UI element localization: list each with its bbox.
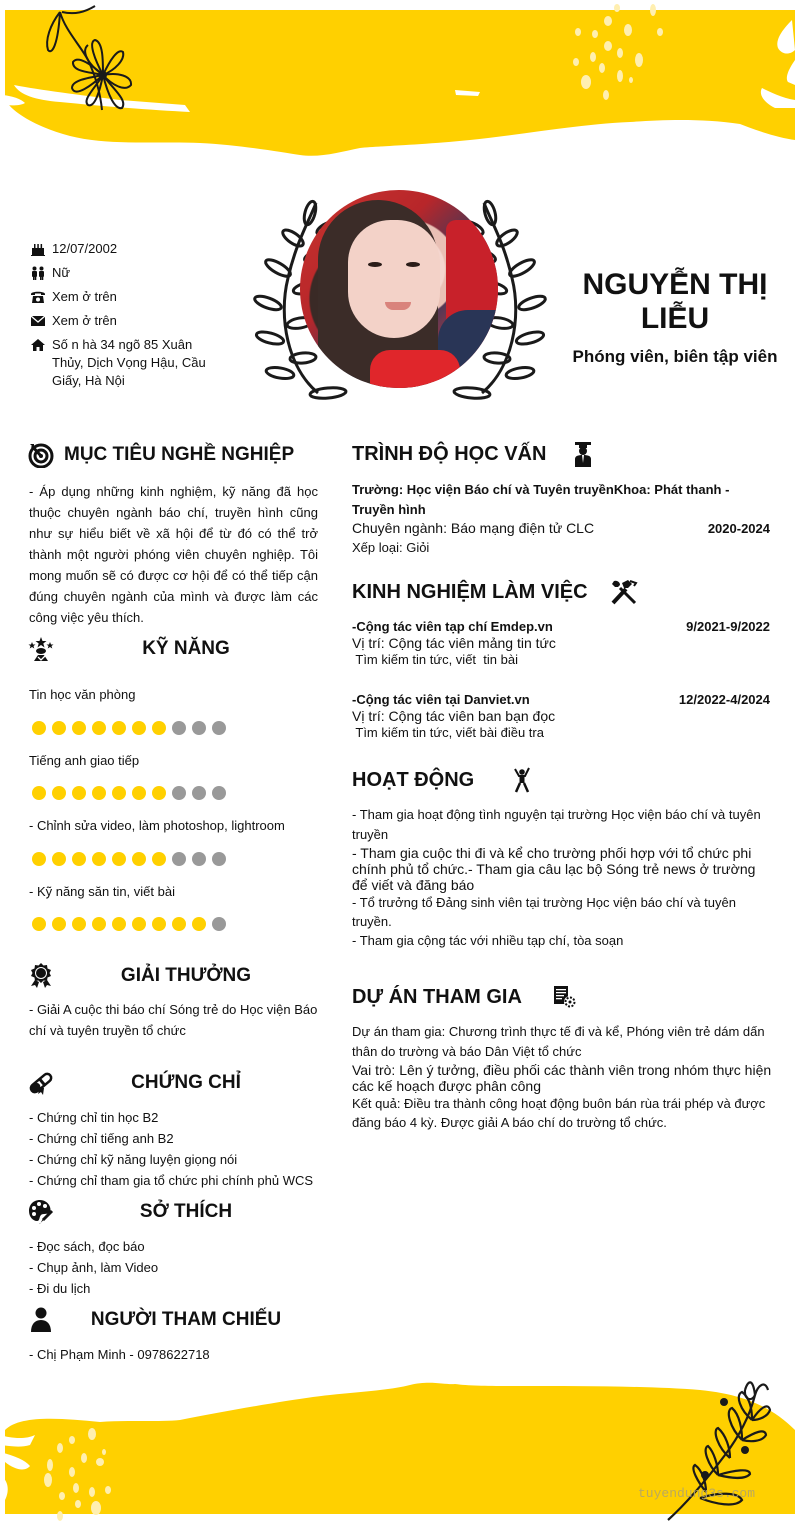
rating-dot-filled (112, 852, 126, 866)
experience-item (352, 692, 772, 741)
rating-dot-filled (32, 786, 46, 800)
section-heading-hobbies (28, 1199, 318, 1225)
avatar-lips (385, 302, 411, 310)
rating-dot-filled (172, 917, 186, 931)
skill-label: - Kỹ năng săn tin, viết bài (29, 884, 175, 899)
education-block (352, 480, 772, 559)
activity-item: - Tham gia cuộc thi đi và kể cho trường phối hợp với tổ chức phi chính phủ tổ chức.- Tham gia câu lạc bộ Sóng trẻ news ở trường để viết và đăng báo (352, 845, 756, 893)
activity-item: - Tham gia cộng tác với nhiều tạp chí, tòa soạn (352, 933, 624, 948)
rating-dot-empty (192, 786, 206, 800)
awards-text: - Giải A cuộc thi báo chí Sóng trẻ do Học viện Báo chí và tuyên truyền tổ chức (29, 1002, 318, 1038)
rating-dot-filled (132, 917, 146, 931)
contact-phone (30, 288, 220, 306)
candidate-name: NGUYỄN THỊ LIỄU (582, 268, 768, 335)
experience-position: Vị trí: Cộng tác viên ban bạn đọc (352, 708, 556, 724)
section-heading-skills (28, 636, 318, 662)
diploma-icon (28, 1070, 54, 1096)
watermark: tuyendung3s.com (638, 1486, 756, 1501)
rating-dot-filled (92, 917, 106, 931)
top-yellow-blob (5, 10, 795, 156)
rating-dot-filled (152, 786, 166, 800)
certificate-item: - Chứng chỉ tham gia tổ chức phi chính phủ WCS (29, 1173, 314, 1188)
rating-dot-filled (92, 721, 106, 735)
section-title: MỤC TIÊU NGHỀ NGHIỆP (64, 444, 295, 465)
rating-dot-empty (172, 721, 186, 735)
experience-period: 9/2021-9/2022 (686, 619, 770, 634)
rating-dot-filled (132, 786, 146, 800)
graduate-icon (572, 440, 594, 468)
tools-icon (610, 578, 638, 606)
rating-dot-filled (72, 917, 86, 931)
section-title: HOẠT ĐỘNG (352, 768, 475, 791)
skill-rating (32, 721, 232, 735)
section-heading-certificates (28, 1070, 318, 1096)
rating-dot-empty (192, 852, 206, 866)
hobby-item: - Đi du lịch (29, 1281, 91, 1296)
education-period: 2020-2024 (707, 521, 770, 536)
activity-item: - Tham gia hoạt động tình nguyện tại trường Học viện báo chí và tuyên truyền (352, 807, 761, 842)
skill-rating (32, 852, 232, 866)
hobby-item: - Đọc sách, đọc báo (29, 1239, 145, 1254)
contact-text: Nữ (52, 265, 71, 280)
hobby-item: - Chụp ảnh, làm Video (29, 1260, 159, 1275)
skill-rating (32, 786, 232, 800)
rating-dot-empty (212, 786, 226, 800)
rating-dot-filled (52, 852, 66, 866)
project-settings-icon (552, 984, 578, 1010)
hobbies-list (29, 1236, 318, 1299)
section-heading-awards (28, 962, 318, 990)
experience-org: -Cộng tác viên tại Danviet.vn (352, 692, 530, 707)
rating-dot-empty (212, 917, 226, 931)
section-title: CHỨNG CHỈ (131, 1072, 241, 1093)
activities-list (352, 805, 772, 950)
section-heading-activities (352, 766, 532, 794)
project-name: Dự án tham gia: Chương trình thực tế đi và kể, Phóng viên trẻ dám dấn thân do trường và báo Dân Việt tổ chức (352, 1024, 765, 1059)
rating-dot-empty (212, 721, 226, 735)
rating-dot-filled (32, 721, 46, 735)
skill-label: - Chỉnh sửa video, làm photoshop, lightroom (29, 818, 285, 833)
email-icon (30, 313, 46, 329)
rating-dot-empty (172, 786, 186, 800)
person-icon (28, 1306, 54, 1334)
award-medal-icon (28, 962, 54, 990)
section-title: DỰ ÁN THAM GIA (352, 985, 522, 1008)
contact-info (30, 240, 220, 396)
top-decorative-band (0, 0, 800, 165)
rating-dot-filled (112, 786, 126, 800)
education-grade: Xếp loại: Giỏi (352, 540, 430, 555)
certificates-list (29, 1107, 318, 1191)
rating-dot-filled (152, 721, 166, 735)
section-heading-education (352, 440, 594, 468)
rating-dot-filled (192, 917, 206, 931)
avatar-face (348, 220, 440, 338)
contact-birthday (30, 240, 220, 258)
references-list (29, 1344, 318, 1365)
section-title: GIẢI THƯỞNG (120, 965, 252, 986)
education-school: Trường: Học viện Báo chí và Tuyên truyềnKhoa: Phát thanh - Truyền hình (352, 482, 730, 517)
experience-desc: Tìm kiếm tin tức, viết tin bài (352, 652, 518, 667)
avatar (300, 190, 498, 388)
contact-gender (30, 264, 220, 282)
certificate-item: - Chứng chỉ kỹ năng luyện giọng nói (29, 1152, 238, 1167)
palette-icon (28, 1199, 54, 1225)
projects-block (352, 1022, 772, 1132)
activity-person-icon (512, 766, 532, 794)
skill-label: Tin học văn phòng (29, 687, 136, 702)
section-title: KỸ NĂNG (142, 638, 230, 659)
rating-dot-filled (132, 721, 146, 735)
avatar-shirt (370, 350, 460, 388)
rating-dot-filled (92, 852, 106, 866)
experience-org: -Cộng tác viên tạp chí Emdep.vn (352, 619, 553, 634)
phone-icon (30, 289, 46, 305)
avatar-laurel-frame (248, 188, 552, 406)
section-heading-objective (28, 442, 294, 468)
candidate-role: Phóng viên, biên tập viên (572, 347, 778, 366)
rating-dot-empty (192, 721, 206, 735)
target-icon (28, 442, 54, 468)
education-major: Chuyên ngành: Báo mạng điện tử CLC (352, 520, 595, 536)
experience-desc: Tìm kiếm tin tức, viết bài điều tra (352, 725, 544, 740)
rating-dot-empty (172, 852, 186, 866)
activity-item: - Tổ trưởng tổ Đảng sinh viên tại trường Học viện báo chí và tuyên truyền. (352, 895, 736, 929)
home-icon (30, 337, 46, 353)
section-title: SỞ THÍCH (139, 1201, 233, 1222)
reference-item: - Chị Phạm Minh - 0978622718 (29, 1347, 210, 1362)
experience-period: 12/2022-4/2024 (678, 692, 770, 707)
rating-dot-empty (212, 852, 226, 866)
objective-text: - Áp dụng những kinh nghiệm, kỹ năng đã học thuộc chuyên ngành báo chí, truyền hình cũng như sự hiểu biết về xã hội để từ đó có thể trở thành một người phóng viên chuyên nghiệp. Tôi mong muốn sẽ có được cơ hội để có thể tiếp cận đúng chuyên ngành của mình và được làm các công việc yêu thích. (29, 484, 318, 625)
rating-dot-filled (112, 721, 126, 735)
contact-text: Số n hà 34 ngõ 85 Xuân Thủy, Dịch Vọng Hậu, Cầu Giấy, Hà Nội (52, 337, 206, 388)
skill-rating (32, 917, 232, 931)
skills-stars-icon (28, 636, 54, 662)
contact-text: Xem ở trên (52, 313, 117, 328)
certificate-item: - Chứng chỉ tiếng anh B2 (29, 1131, 174, 1146)
project-result: Kết quả: Điều tra thành công hoạt động buôn bán rùa trái phép và được đăng báo 4 kỳ. Được giải A báo chí do trường tổ chức. (352, 1096, 766, 1130)
birthday-cake-icon (30, 241, 46, 257)
section-heading-experience (352, 578, 638, 606)
section-title: TRÌNH ĐỘ HỌC VẤN (352, 442, 547, 465)
section-heading-references (28, 1306, 318, 1334)
rating-dot-filled (152, 852, 166, 866)
contact-text: Xem ở trên (52, 289, 117, 304)
contact-address (30, 336, 220, 390)
experience-position: Vị trí: Cộng tác viên mảng tin tức (352, 635, 556, 651)
rating-dot-filled (72, 786, 86, 800)
gender-icon (30, 265, 46, 281)
avatar-eye (368, 262, 382, 267)
rating-dot-filled (152, 917, 166, 931)
certificate-item: - Chứng chỉ tin học B2 (29, 1110, 159, 1125)
section-title: KINH NGHIỆM LÀM VIỆC (352, 580, 588, 603)
contact-email (30, 312, 220, 330)
section-heading-projects (352, 984, 578, 1010)
experience-item (352, 619, 772, 668)
rating-dot-filled (52, 786, 66, 800)
rating-dot-filled (92, 786, 106, 800)
rating-dot-filled (52, 721, 66, 735)
rating-dot-filled (32, 852, 46, 866)
contact-text: 12/07/2002 (52, 241, 118, 256)
rating-dot-filled (32, 917, 46, 931)
skill-label: Tiếng anh giao tiếp (29, 753, 140, 768)
rating-dot-filled (112, 917, 126, 931)
rating-dot-filled (52, 917, 66, 931)
rating-dot-filled (132, 852, 146, 866)
project-role: Vai trò: Lên ý tưởng, điều phối các thành viên trong nhóm thực hiện các kế hoạch được phân công (352, 1062, 772, 1094)
rating-dot-filled (72, 721, 86, 735)
rating-dot-filled (72, 852, 86, 866)
avatar-eye (406, 262, 420, 267)
section-title: NGƯỜI THAM CHIẾU (90, 1309, 282, 1330)
